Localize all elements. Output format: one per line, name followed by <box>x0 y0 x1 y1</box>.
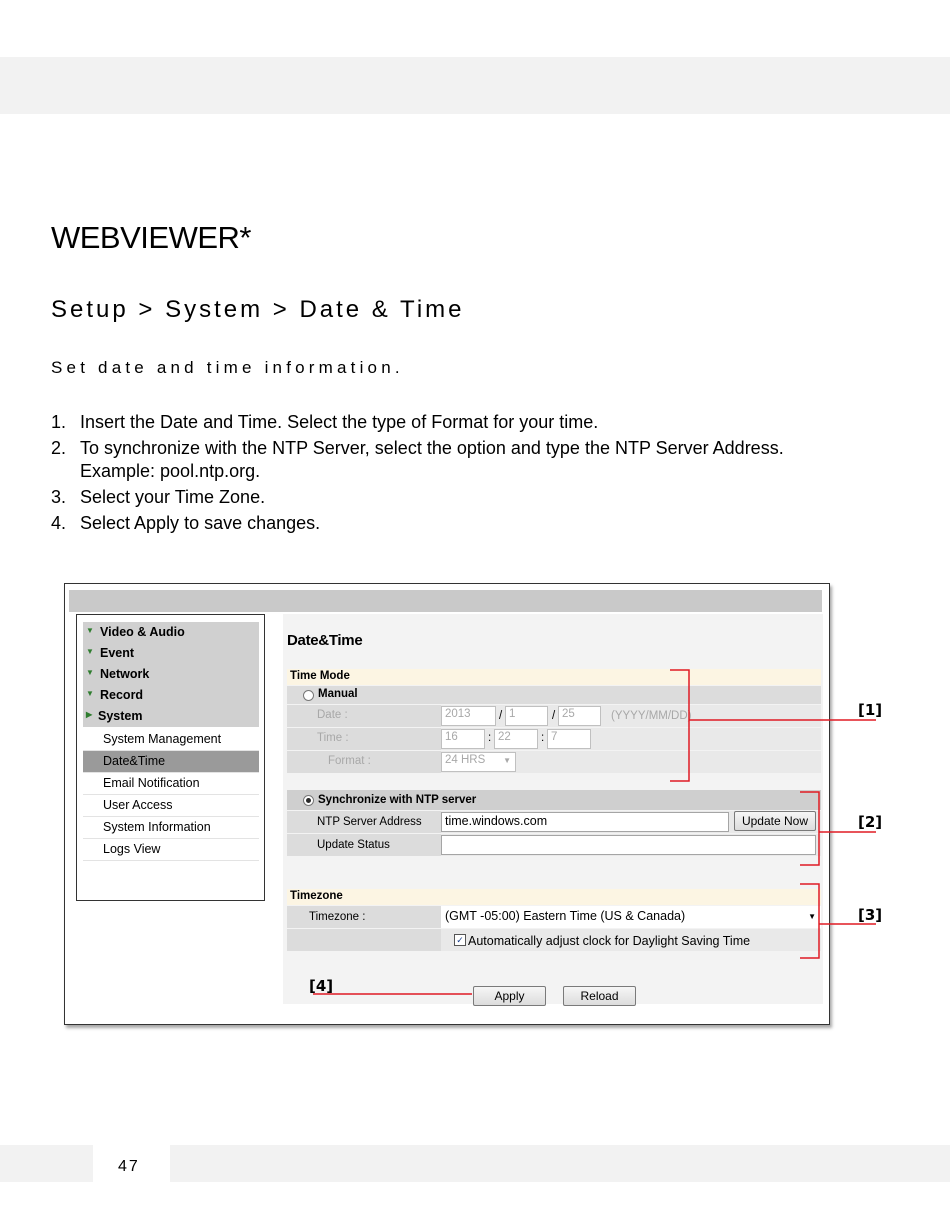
reload-button[interactable]: Reload <box>563 986 636 1006</box>
time-separator: : <box>541 732 545 744</box>
ntp-sync-label: Synchronize with NTP server <box>318 794 477 806</box>
manual-label: Manual <box>318 688 358 700</box>
step-example: Example: pool.ntp.org. <box>80 461 261 481</box>
step-number: 1. <box>51 412 67 432</box>
callout-label-3: [3] <box>858 906 883 924</box>
callout-bracket-2 <box>800 792 819 865</box>
callout-label-2: [2] <box>858 813 883 831</box>
format-select-value: 24 HRS <box>445 754 486 766</box>
triangle-right-icon: ▶ <box>86 710 93 719</box>
intro-text: Set date and time information. <box>51 358 404 377</box>
step-number: 3. <box>51 487 67 507</box>
timezone-select-value: (GMT -05:00) Eastern Time (US & Canada) <box>445 909 686 923</box>
section-title: Setup > System > Date & Time <box>51 296 465 323</box>
date-separator: / <box>552 710 556 722</box>
sidebar-category-label: Record <box>100 688 144 702</box>
ntp-address-input[interactable]: time.windows.com <box>441 812 729 832</box>
date-month-input[interactable]: 1 <box>505 706 548 726</box>
step-text: Select your Time Zone. <box>80 487 266 507</box>
step-text: To synchronize with the NTP Server, select the option and type the NTP Server Address. <box>80 438 784 458</box>
triangle-down-icon: ▼ <box>86 626 94 635</box>
step-number: 2. <box>51 438 67 458</box>
sidebar-category-label: System <box>98 709 143 723</box>
triangle-down-icon: ▼ <box>86 647 94 656</box>
time-separator: : <box>488 732 492 744</box>
time-minute-input[interactable]: 22 <box>494 729 538 749</box>
chevron-down-icon: ▼ <box>503 756 511 765</box>
document-title: WEBVIEWER* <box>51 220 251 255</box>
dst-checkbox[interactable]: ✓ <box>454 934 466 946</box>
timezone-label: Timezone : <box>309 911 366 923</box>
sidebar-item-label: User Access <box>103 798 173 812</box>
sidebar-item-label: Email Notification <box>103 776 200 790</box>
time-second-input[interactable]: 7 <box>547 729 591 749</box>
ntp-status-label: Update Status <box>317 839 390 851</box>
step-text: Insert the Date and Time. Select the type of Format for your time. <box>80 412 599 432</box>
callout-bracket-1 <box>670 670 689 781</box>
chevron-down-icon: ▼ <box>808 912 816 921</box>
format-label: Format : <box>328 755 371 767</box>
sidebar-category-label: Video & Audio <box>100 625 185 639</box>
step-text: Select Apply to save changes. <box>80 513 321 533</box>
step-number: 4. <box>51 513 67 533</box>
page-title: Date&Time <box>287 632 363 649</box>
triangle-down-icon: ▼ <box>86 668 94 677</box>
date-format-hint: (YYYY/MM/DD) <box>611 710 692 722</box>
section-header-label: Time Mode <box>290 670 350 682</box>
apply-button[interactable]: Apply <box>473 986 546 1006</box>
callout-label-1: [1] <box>858 701 883 719</box>
dst-label: Automatically adjust clock for Daylight Saving Time <box>468 934 751 948</box>
ntp-address-label: NTP Server Address <box>317 816 422 828</box>
date-day-input[interactable]: 25 <box>558 706 601 726</box>
time-label: Time : <box>317 732 349 744</box>
update-now-button[interactable]: Update Now <box>734 811 816 831</box>
date-separator: / <box>499 710 503 722</box>
page-number: 47 <box>118 1158 140 1175</box>
triangle-down-icon: ▼ <box>86 689 94 698</box>
date-year-input[interactable]: 2013 <box>441 706 496 726</box>
callout-bracket-3 <box>800 884 819 958</box>
callout-label-4: [4] <box>309 977 334 995</box>
sidebar-category-label: Network <box>100 667 150 681</box>
time-hour-input[interactable]: 16 <box>441 729 485 749</box>
sidebar-item-label: System Management <box>103 732 222 746</box>
sidebar-item-label: Date&Time <box>103 754 166 768</box>
section-header-label: Timezone <box>290 890 343 902</box>
date-label: Date : <box>317 709 348 721</box>
sidebar-item-label: Logs View <box>103 842 161 856</box>
sidebar-item-label: System Information <box>103 820 211 834</box>
sidebar-category-label: Event <box>100 646 135 660</box>
